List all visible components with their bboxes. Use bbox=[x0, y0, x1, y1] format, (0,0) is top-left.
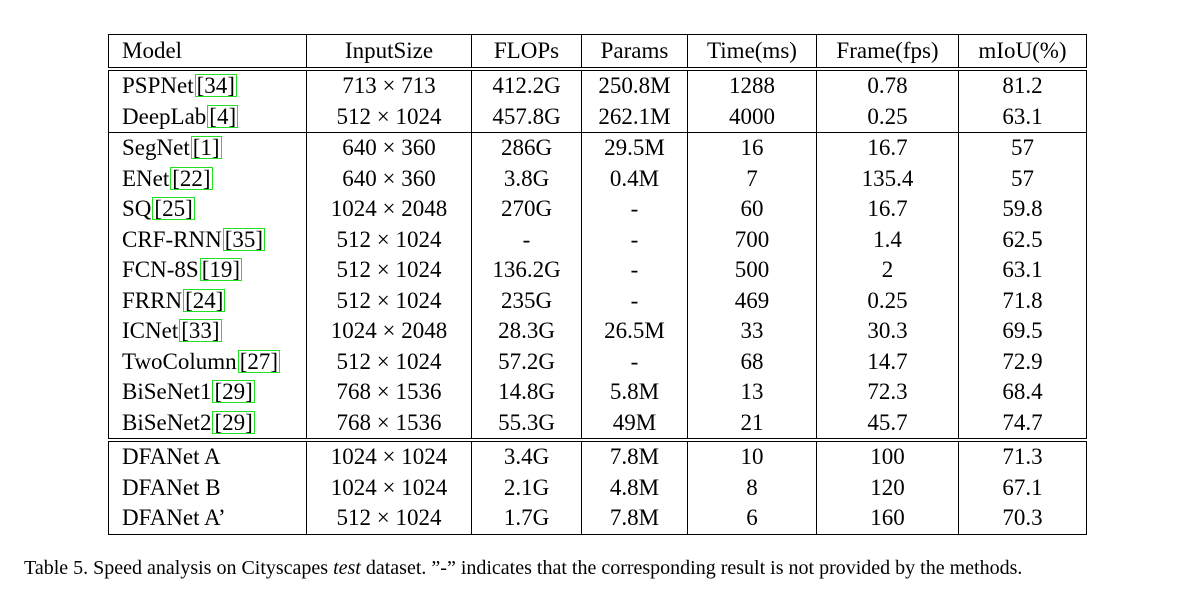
cell-miou: 70.3 bbox=[959, 503, 1087, 534]
cell-input-size: 768 × 1536 bbox=[307, 408, 472, 441]
model-name: DFANet A’ bbox=[122, 505, 226, 530]
cell-model bbox=[109, 69, 307, 102]
cell-fps: 16.7 bbox=[817, 133, 959, 164]
citation-link[interactable]: [25] bbox=[154, 196, 193, 221]
cell-params: - bbox=[582, 286, 688, 317]
model-name: BiSeNet2 bbox=[122, 409, 212, 435]
cell-time: 500 bbox=[688, 255, 817, 286]
cell-flops: 457.8G bbox=[472, 102, 582, 133]
cell-params: - bbox=[582, 225, 688, 256]
cell-input-size: 1024 × 2048 bbox=[307, 194, 472, 225]
cell-input-size: 640 × 360 bbox=[307, 164, 472, 195]
cell-time: 469 bbox=[688, 286, 817, 317]
cell-params: 250.8M bbox=[582, 69, 688, 102]
cell-model bbox=[109, 440, 307, 473]
model-name: SQ bbox=[122, 196, 152, 221]
cell-miou: 74.7 bbox=[959, 408, 1087, 441]
cell-fps: 2 bbox=[817, 255, 959, 286]
citation-link[interactable]: [34] bbox=[196, 73, 235, 98]
citation-link[interactable]: [29] bbox=[214, 379, 253, 404]
cell-flops: - bbox=[472, 225, 582, 256]
citation-link[interactable]: [29] bbox=[214, 409, 253, 435]
table-row bbox=[109, 69, 1087, 102]
cell-fps: 100 bbox=[817, 440, 959, 473]
cell-time: 60 bbox=[688, 194, 817, 225]
cell-model bbox=[109, 194, 307, 225]
table-row bbox=[109, 377, 1087, 408]
cell-fps: 120 bbox=[817, 473, 959, 504]
cell-miou: 72.9 bbox=[959, 347, 1087, 378]
cell-flops: 412.2G bbox=[472, 69, 582, 102]
cell-model bbox=[109, 133, 307, 164]
cell-params: 7.8M bbox=[582, 440, 688, 473]
speed-analysis-table bbox=[108, 34, 1087, 535]
table-body bbox=[109, 69, 1087, 534]
cell-model bbox=[109, 377, 307, 408]
cell-miou: 57 bbox=[959, 133, 1087, 164]
cell-fps: 160 bbox=[817, 503, 959, 534]
cell-flops: 286G bbox=[472, 133, 582, 164]
cell-miou: 59.8 bbox=[959, 194, 1087, 225]
header-input-size: InputSize bbox=[307, 35, 472, 70]
cell-params: 0.4M bbox=[582, 164, 688, 195]
cell-time: 10 bbox=[688, 440, 817, 473]
table-row bbox=[109, 473, 1087, 504]
cell-model bbox=[109, 316, 307, 347]
citation-link[interactable]: [27] bbox=[239, 348, 279, 374]
header-miou: mIoU(%) bbox=[959, 35, 1087, 70]
caption-suffix: dataset. ”-” indicates that the corresponding result is not provided by the methods. bbox=[360, 557, 1023, 579]
table-row bbox=[109, 225, 1087, 256]
cell-model bbox=[109, 473, 307, 504]
cell-input-size: 1024 × 1024 bbox=[307, 440, 472, 473]
cell-time: 1288 bbox=[688, 69, 817, 102]
cell-params: 5.8M bbox=[582, 377, 688, 408]
table-row bbox=[109, 440, 1087, 473]
citation-link[interactable]: [22] bbox=[172, 165, 211, 191]
cell-time: 68 bbox=[688, 347, 817, 378]
cell-flops: 57.2G bbox=[472, 347, 582, 378]
header-fps: Frame(fps) bbox=[817, 35, 959, 70]
cell-input-size: 512 × 1024 bbox=[307, 286, 472, 317]
cell-time: 8 bbox=[688, 473, 817, 504]
cell-miou: 68.4 bbox=[959, 377, 1087, 408]
cell-fps: 0.78 bbox=[817, 69, 959, 102]
cell-input-size: 512 × 1024 bbox=[307, 347, 472, 378]
header-params: Params bbox=[582, 35, 688, 70]
cell-params: 26.5M bbox=[582, 316, 688, 347]
citation-link[interactable]: [4] bbox=[209, 103, 237, 129]
cell-fps: 1.4 bbox=[817, 225, 959, 256]
caption-prefix: Table 5. Speed analysis on Cityscapes bbox=[24, 557, 334, 579]
cell-model bbox=[109, 286, 307, 317]
model-name: PSPNet bbox=[122, 73, 194, 98]
table-row bbox=[109, 102, 1087, 133]
cell-input-size: 713 × 713 bbox=[307, 69, 472, 102]
cell-miou: 69.5 bbox=[959, 316, 1087, 347]
cell-input-size: 512 × 1024 bbox=[307, 102, 472, 133]
cell-model bbox=[109, 255, 307, 286]
model-name: TwoColumn bbox=[122, 348, 237, 374]
cell-flops: 1.7G bbox=[472, 503, 582, 534]
cell-input-size: 1024 × 2048 bbox=[307, 316, 472, 347]
cell-miou: 71.3 bbox=[959, 440, 1087, 473]
cell-miou: 67.1 bbox=[959, 473, 1087, 504]
cell-params: 4.8M bbox=[582, 473, 688, 504]
cell-fps: 30.3 bbox=[817, 316, 959, 347]
cell-input-size: 768 × 1536 bbox=[307, 377, 472, 408]
cell-time: 16 bbox=[688, 133, 817, 164]
header-row bbox=[109, 35, 1087, 70]
table-row bbox=[109, 286, 1087, 317]
cell-fps: 45.7 bbox=[817, 408, 959, 441]
cell-params: - bbox=[582, 347, 688, 378]
caption-italic: test bbox=[333, 557, 361, 579]
cell-fps: 135.4 bbox=[817, 164, 959, 195]
model-name: FCN-8S bbox=[122, 257, 199, 282]
citation-link[interactable]: [33] bbox=[181, 318, 220, 343]
table-row bbox=[109, 347, 1087, 378]
cell-flops: 55.3G bbox=[472, 408, 582, 441]
cell-time: 4000 bbox=[688, 102, 817, 133]
cell-model bbox=[109, 408, 307, 441]
cell-params: - bbox=[582, 255, 688, 286]
table-row bbox=[109, 408, 1087, 441]
cell-input-size: 512 × 1024 bbox=[307, 503, 472, 534]
table-row bbox=[109, 316, 1087, 347]
cell-model bbox=[109, 503, 307, 534]
cell-flops: 3.4G bbox=[472, 440, 582, 473]
header-model: Model bbox=[109, 35, 307, 70]
model-name: FRRN bbox=[122, 287, 183, 313]
cell-model bbox=[109, 347, 307, 378]
cell-input-size: 1024 × 1024 bbox=[307, 473, 472, 504]
cell-time: 13 bbox=[688, 377, 817, 408]
citation-link[interactable]: [24] bbox=[185, 287, 224, 313]
cell-fps: 16.7 bbox=[817, 194, 959, 225]
cell-flops: 14.8G bbox=[472, 377, 582, 408]
cell-params: 7.8M bbox=[582, 503, 688, 534]
cell-flops: 2.1G bbox=[472, 473, 582, 504]
cell-miou: 71.8 bbox=[959, 286, 1087, 317]
cell-model bbox=[109, 102, 307, 133]
model-name: DFANet A bbox=[122, 444, 221, 469]
cell-flops: 3.8G bbox=[472, 164, 582, 195]
cell-fps: 72.3 bbox=[817, 377, 959, 408]
model-name: ENet bbox=[122, 165, 170, 191]
table-row bbox=[109, 255, 1087, 286]
cell-miou: 81.2 bbox=[959, 69, 1087, 102]
model-name: DFANet B bbox=[122, 474, 221, 500]
cell-time: 7 bbox=[688, 164, 817, 195]
cell-model bbox=[109, 164, 307, 195]
cell-time: 21 bbox=[688, 408, 817, 441]
citation-link[interactable]: [35] bbox=[224, 226, 264, 252]
cell-fps: 0.25 bbox=[817, 102, 959, 133]
cell-time: 700 bbox=[688, 225, 817, 256]
cell-time: 6 bbox=[688, 503, 817, 534]
cell-params: 49M bbox=[582, 408, 688, 441]
cell-time: 33 bbox=[688, 316, 817, 347]
cell-fps: 0.25 bbox=[817, 286, 959, 317]
model-name: BiSeNet1 bbox=[122, 379, 212, 404]
cell-miou: 63.1 bbox=[959, 102, 1087, 133]
cell-flops: 28.3G bbox=[472, 316, 582, 347]
model-name: CRF-RNN bbox=[122, 226, 222, 252]
header-time: Time(ms) bbox=[688, 35, 817, 70]
cell-params: - bbox=[582, 194, 688, 225]
cell-params: 262.1M bbox=[582, 102, 688, 133]
model-name: DeepLab bbox=[122, 103, 207, 129]
cell-params: 29.5M bbox=[582, 133, 688, 164]
cell-flops: 270G bbox=[472, 194, 582, 225]
table-caption bbox=[24, 557, 1174, 580]
table-row bbox=[109, 164, 1087, 195]
table-row bbox=[109, 503, 1087, 534]
header-flops: FLOPs bbox=[472, 35, 582, 70]
cell-miou: 62.5 bbox=[959, 225, 1087, 256]
cell-flops: 235G bbox=[472, 286, 582, 317]
cell-model bbox=[109, 225, 307, 256]
cell-input-size: 640 × 360 bbox=[307, 133, 472, 164]
cell-miou: 57 bbox=[959, 164, 1087, 195]
table-row bbox=[109, 133, 1087, 164]
cell-input-size: 512 × 1024 bbox=[307, 225, 472, 256]
table-row bbox=[109, 194, 1087, 225]
model-name: ICNet bbox=[122, 318, 179, 343]
cell-flops: 136.2G bbox=[472, 255, 582, 286]
citation-link[interactable]: [19] bbox=[201, 257, 241, 282]
citation-link[interactable]: [1] bbox=[192, 135, 220, 160]
cell-miou: 63.1 bbox=[959, 255, 1087, 286]
cell-input-size: 512 × 1024 bbox=[307, 255, 472, 286]
cell-fps: 14.7 bbox=[817, 347, 959, 378]
model-name: SegNet bbox=[122, 135, 190, 160]
